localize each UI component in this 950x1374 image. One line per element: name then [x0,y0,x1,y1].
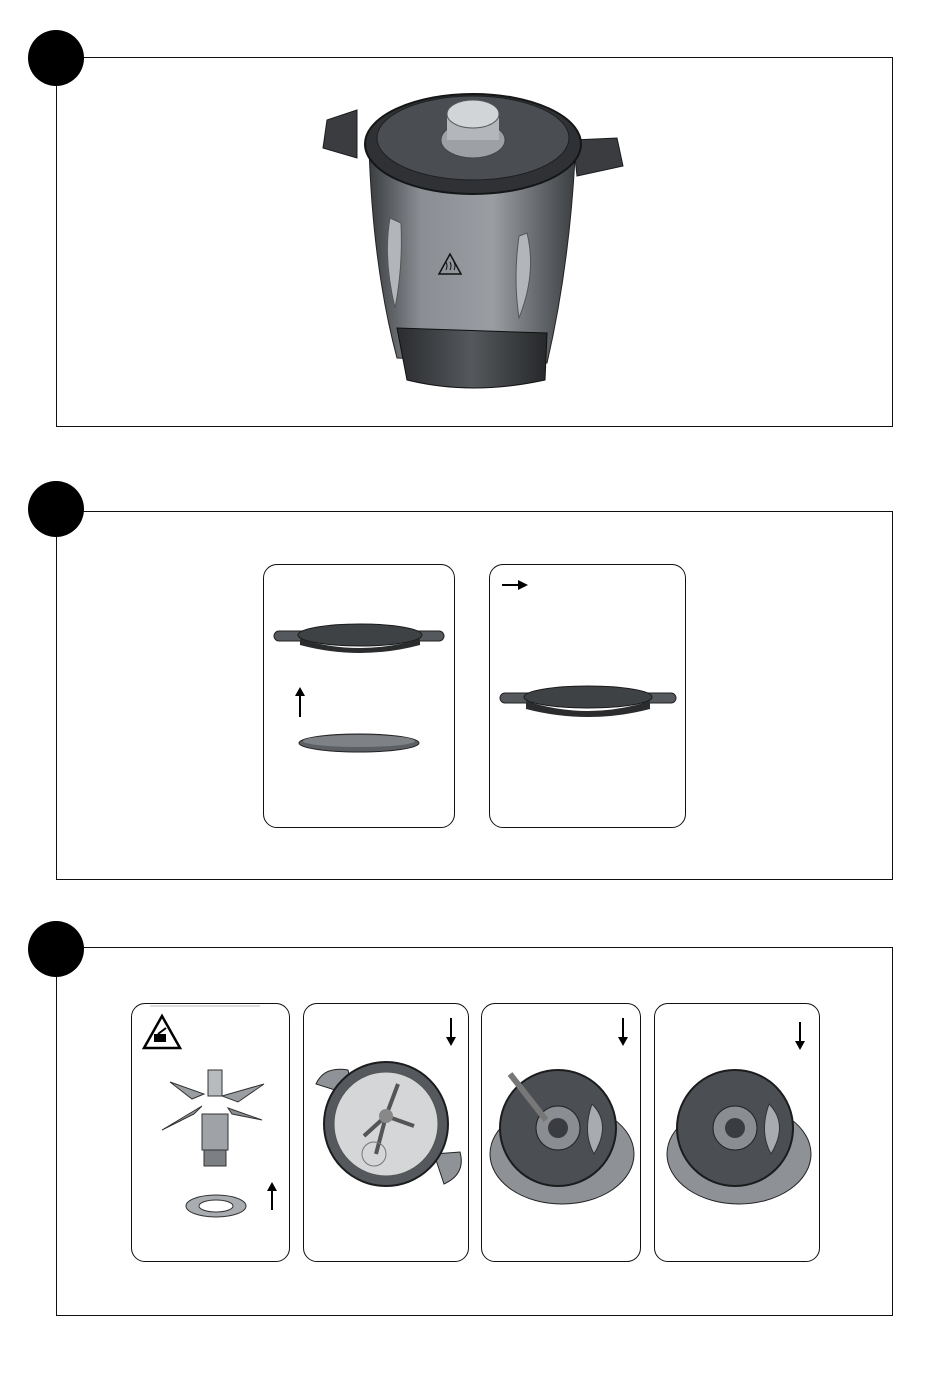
figure-panel-2 [56,511,893,880]
step-3d-locked-base [654,1003,820,1262]
blade-assembly-image [162,1070,264,1166]
arrow-down-icon [795,1022,805,1050]
step-2b-fit-lid [489,564,686,828]
step-3b-insert-blade [303,1003,469,1262]
figure-badge-3 [28,921,84,977]
arrow-up-icon [267,1182,277,1210]
bowl-top-view-image [316,1062,461,1186]
bowl-base-image [490,1070,634,1204]
arrow-down-icon [618,1018,628,1046]
lid-image [274,624,444,653]
figure-badge-1 [28,30,84,86]
arrow-up-icon [295,687,305,717]
arrow-down-icon [446,1018,456,1046]
step-3c-lock-base [481,1003,641,1262]
seal-ring-image [186,1195,246,1217]
cooking-bowl-illustration [57,58,892,426]
step-3a-blade-unit [131,1003,290,1262]
arrow-right-icon [502,580,528,590]
figure-badge-2 [28,481,84,537]
lid-image [500,686,676,717]
sharp-blade-warning-icon [144,1016,180,1048]
step-2a-remove-gasket [263,564,455,828]
figure-panel-1 [56,57,893,427]
gasket-image [299,734,419,752]
bowl-base-image [667,1070,811,1204]
